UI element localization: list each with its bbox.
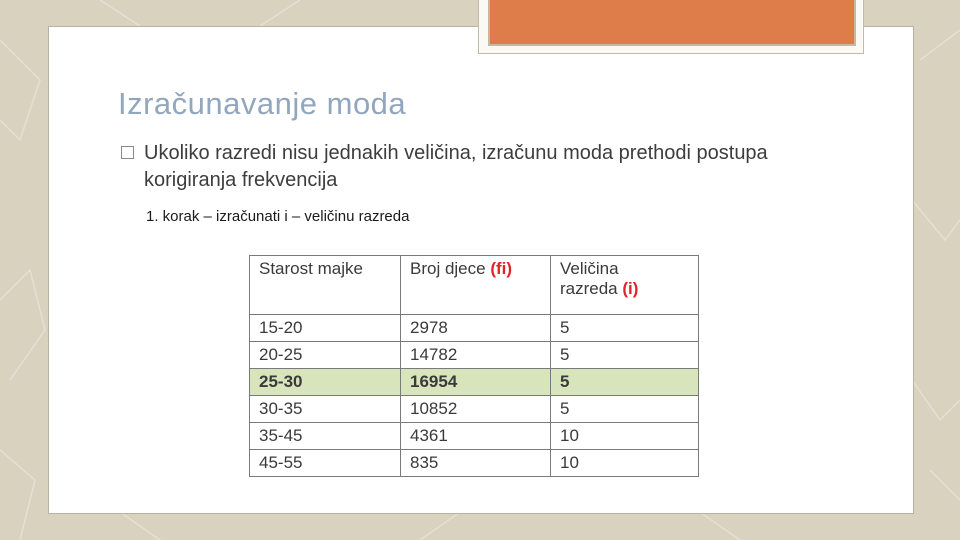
cell-range: 30-35: [250, 396, 401, 423]
cell-size: 10: [551, 423, 699, 450]
cell-range: 45-55: [250, 450, 401, 477]
cell-size: 10: [551, 450, 699, 477]
cell-range: 35-45: [250, 423, 401, 450]
table-row: [250, 450, 699, 477]
accent-block: [488, 0, 856, 46]
header-label: razreda: [560, 279, 623, 298]
table-row: [250, 423, 699, 450]
cell-count: 4361: [401, 423, 551, 450]
cell-count: 14782: [401, 342, 551, 369]
cell-range: 15-20: [250, 315, 401, 342]
cell-size: 5: [551, 315, 699, 342]
cell-size: 5: [551, 369, 699, 396]
table-row-highlighted: [250, 369, 699, 396]
cell-count: 10852: [401, 396, 551, 423]
slide-title: Izračunavanje moda: [118, 86, 407, 121]
table-row: [250, 315, 699, 342]
header-symbol: (fi): [490, 259, 513, 278]
header-label: Veličina: [560, 259, 619, 278]
table-row: [250, 342, 699, 369]
cell-range: 20-25: [250, 342, 401, 369]
cell-count: 16954: [401, 369, 551, 396]
cell-size: 5: [551, 342, 699, 369]
cell-count: 835: [401, 450, 551, 477]
header-starost-majke: [250, 256, 401, 315]
table-header-row: [250, 256, 699, 315]
bullet-text: Ukoliko razredi nisu jednakih veličina, izračunu moda prethodi postupa korigiranja frekvencija: [144, 142, 768, 191]
header-label: Broj djece: [410, 259, 491, 278]
header-velicina-razreda: [551, 256, 699, 315]
header-label: Starost majke: [259, 259, 363, 278]
bullet-point: [121, 140, 781, 194]
bullet-marker-icon: [121, 146, 134, 159]
cell-size: 5: [551, 396, 699, 423]
table-row: [250, 396, 699, 423]
cell-range: 25-30: [250, 369, 401, 396]
header-broj-djece: [401, 256, 551, 315]
cell-count: 2978: [401, 315, 551, 342]
frequency-table: [249, 255, 699, 477]
step-text: 1. korak – izračunati i – veličinu razreda: [146, 208, 410, 225]
header-symbol: (i): [622, 279, 639, 298]
